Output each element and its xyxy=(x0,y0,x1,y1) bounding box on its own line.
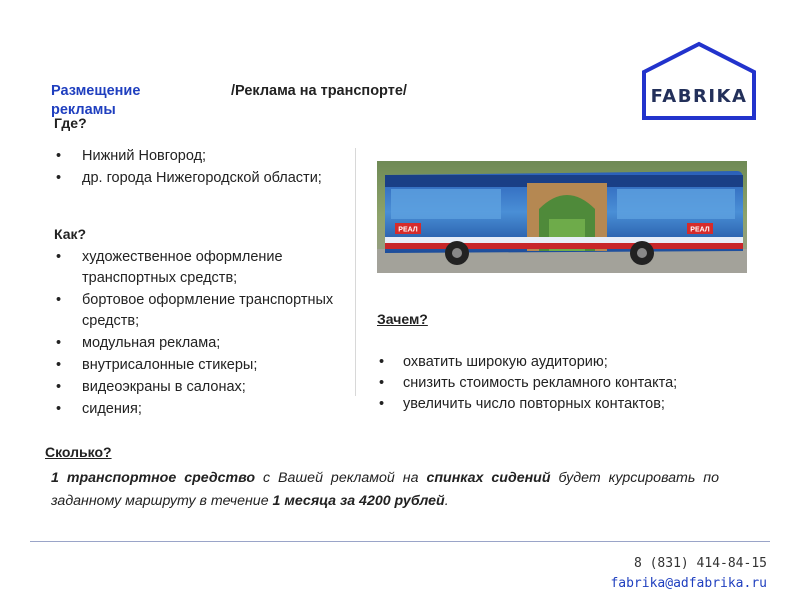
why-heading: Зачем? xyxy=(377,311,428,327)
list-item: • охватить широкую аудиторию; xyxy=(379,354,608,370)
logo-text: FABRIKA xyxy=(650,86,748,107)
list-item: • внутрисалонные стикеры; xyxy=(56,357,258,373)
fabrika-logo xyxy=(640,40,758,122)
list-item: • увеличить число повторных контактов; xyxy=(379,396,665,412)
why-list xyxy=(377,352,777,415)
how-list xyxy=(51,247,351,421)
contact-email[interactable]: fabrika@adfabrika.ru xyxy=(610,576,767,591)
bus-advertising-photo xyxy=(377,161,747,273)
section-title: Размещение рекламы xyxy=(51,83,141,118)
list-item: • Нижний Новгород; xyxy=(56,148,207,164)
where-heading: Где? xyxy=(54,115,87,131)
store-sign: РЕАЛ xyxy=(398,226,418,234)
column-divider xyxy=(355,148,356,396)
list-item: • видеоэкраны в салонах; xyxy=(56,379,246,395)
store-sign: РЕАЛ xyxy=(690,226,710,234)
pricing-text: 1 транспортное средство с Вашей рекламой на спинках сидений будет курсировать по заданному маршруту в течение 1 месяца за 4200 рублей. xyxy=(51,470,720,509)
list-item: • художественное оформление транспортных средств; xyxy=(56,249,283,286)
list-item: • др. города Нижегородской области; xyxy=(56,170,322,186)
list-item: • бортовое оформление транспортных средств; xyxy=(56,292,334,329)
list-item: • сидения; xyxy=(56,401,142,417)
list-item: • снизить стоимость рекламного контакта; xyxy=(379,375,678,391)
footer-divider xyxy=(30,541,770,542)
how-much-heading: Сколько? xyxy=(45,444,112,460)
how-heading: Как? xyxy=(54,226,87,242)
contact-phone: 8 (831) 414-84-15 xyxy=(633,556,767,571)
list-item: • модульная реклама; xyxy=(56,335,221,351)
section-subtitle: /Реклама на транспорте/ xyxy=(231,83,407,99)
where-list xyxy=(51,146,341,190)
